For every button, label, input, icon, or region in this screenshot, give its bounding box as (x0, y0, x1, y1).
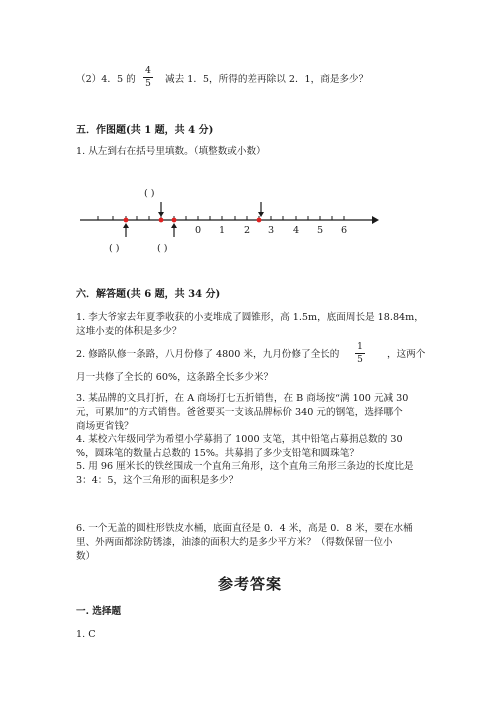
number-line-figure (0, 180, 500, 260)
sec6-q2-line1a: 2. 修路队修一条路，八月份修了 4800 米，九月份修了全长的 (76, 349, 340, 360)
sec6-q4-line1: 4. 某校六年级同学为希望小学募捐了 1000 支笔，其中铅笔占募捐总数的 30 (76, 434, 403, 445)
tick-label-4: 4 (293, 225, 300, 236)
point-red-1 (124, 218, 129, 223)
point-red-2 (159, 218, 164, 223)
numberline-bottom-blank-right: ( ) (157, 243, 168, 254)
tick-label-1: 1 (219, 225, 226, 236)
answer-section1-heading: 一. 选择题 (76, 606, 122, 617)
point-red-4 (257, 218, 262, 223)
sec6-q2-fraction-den: 5 (357, 355, 363, 365)
answer-title: 参考答案 (217, 575, 282, 593)
sec6-q3-line3: 商场更省钱？ (76, 421, 134, 432)
q2-fraction (143, 66, 153, 89)
tick-label-5: 5 (317, 225, 324, 236)
sec6-q6-line3: 数） (76, 551, 96, 562)
tick-label-6: 6 (341, 225, 348, 236)
numberline-top-blank: ( ) (144, 188, 155, 199)
section5-heading: 五．作图题(共 1 题，共 4 分) (76, 125, 214, 136)
q2-fraction-num: 4 (145, 66, 151, 76)
sec6-q5-line1: 5. 用 96 厘米长的铁丝围成一个直角三角形，这个直角三角形三条边的长度比是 (76, 461, 414, 472)
section6-heading: 六．解答题(共 6 题，共 34 分) (76, 289, 221, 300)
sec6-q5-line2: 3：4：5，这个三角形的面积是多少？ (76, 475, 239, 486)
tick-label-3: 3 (268, 225, 275, 236)
sec6-q4-line2: %，圆珠笔的数量占总数的 15%。共募捐了多少支铅笔和圆珠笔？ (76, 448, 359, 459)
q2-fraction-den: 5 (145, 79, 151, 89)
sec6-q1-line2: 这堆小麦的体积是多少？ (76, 326, 182, 337)
sec6-q6-line1: 6. 一个无盖的圆柱形铁皮水桶，底面直径是 0．4 米，高是 0．8 米，要在水桶 (76, 523, 413, 534)
sec6-q2-line2: 月一共修了全长的 60%，这条路全长多少米？ (76, 372, 274, 383)
point-red-3 (172, 218, 177, 223)
sec6-q1-line1: 1. 李大爷家去年夏季收获的小麦堆成了圆锥形，高 1.5m，底面周长是 18.84m， (76, 312, 424, 323)
tick-label-0: 0 (195, 225, 202, 236)
sec6-q2-line1b: ，这两个 (387, 349, 426, 360)
q2-suffix: 减去 1．5，所得的差再除以 2．1，商是多少？ (165, 74, 369, 85)
section5-q1: 1. 从左到右在括号里填数。（填整数或小数） (76, 146, 266, 157)
number-line-arrowhead (372, 216, 379, 224)
sec6-q3-line2: 元，可累加”的方式销售。爸爸要买一支该品牌标价 340 元的钢笔，选择哪个 (76, 407, 403, 418)
sec6-q2-fraction-num: 1 (357, 342, 363, 352)
tick-label-2: 2 (244, 225, 251, 236)
numberline-bottom-blank-left: ( ) (109, 243, 120, 254)
sec6-q2-fraction (355, 342, 365, 365)
sec6-q3-line1: 3. 某品牌的文具打折，在 A 商场打七五折销售，在 B 商场按“满 100 元减 30 (76, 393, 409, 404)
q2-prefix: （2）4．5 的 (76, 74, 136, 85)
sec6-q6-line2: 里、外两面都涂防锈漆，油漆的面积大约是多少平方米？（得数保留一位小 (76, 537, 393, 548)
answer-1: 1. C (76, 629, 96, 640)
